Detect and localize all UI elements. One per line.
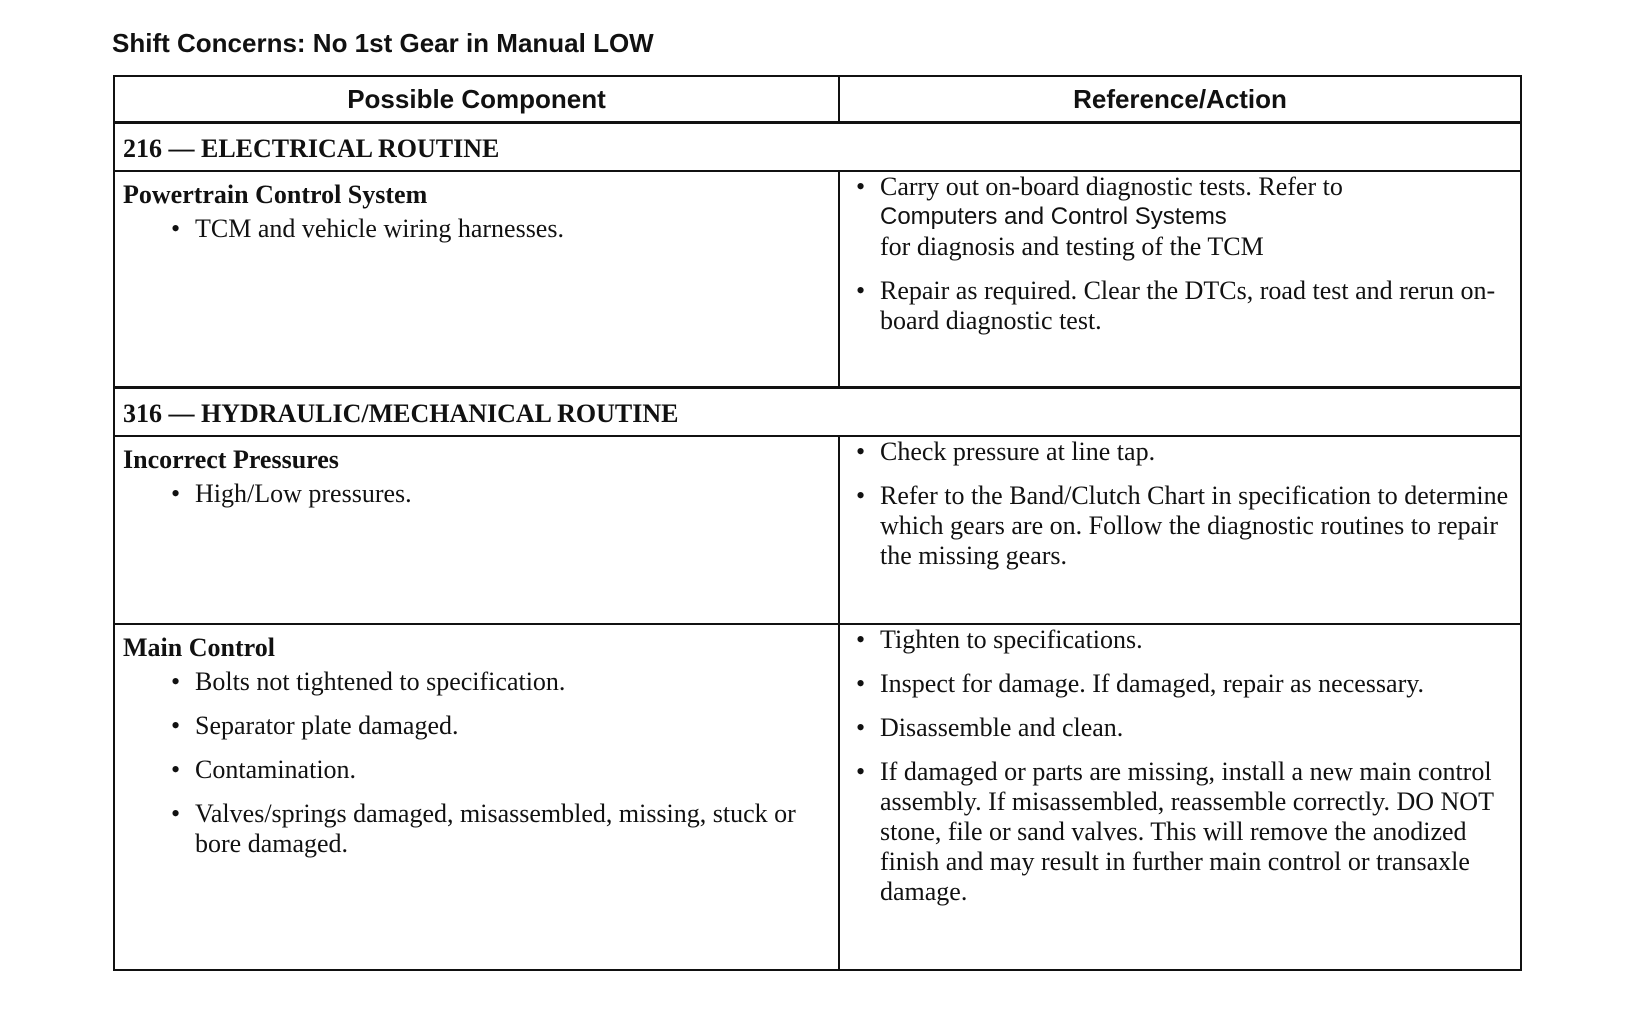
component-cell [114,624,839,970]
action-cell [839,436,1521,624]
component-item: • Valves/springs damaged, misassembled, missing, stuck or bore damaged. [115,799,838,859]
component-item: • TCM and vehicle wiring harnesses. [115,214,838,244]
component-item: • Bolts not tightened to specification. [115,667,838,697]
reference-link-computers-and-control-systems[interactable]: Computers and Control Systems [880,203,1227,230]
action-item: • Tighten to specifications. [840,625,1520,655]
header-reference-action: Reference/Action [839,76,1521,123]
action-item: • Refer to the Band/Clutch Chart in specification to determine which gears are on. Follow the diagnostic routines to repair the missing gears. [840,481,1520,571]
action-text: Carry out on-board diagnostic tests. Refer to [880,172,1343,201]
section-title-hydraulic-mechanical: 316 — HYDRAULIC/MECHANICAL ROUTINE [114,387,1521,436]
component-cell [114,171,839,387]
action-item: • Repair as required. Clear the DTCs, road test and rerun on-board diagnostic test. [840,276,1520,336]
table-row [114,171,1521,387]
component-item: • Separator plate damaged. [115,711,838,741]
page-title: Shift Concerns: No 1st Gear in Manual LOW [112,28,654,58]
component-cell [114,436,839,624]
action-item: • If damaged or parts are missing, install a new main control assembly. If misassembled, reassemble correctly. DO NOT stone, file or sand valves. This will remove the anodized finish and may result in further main control or transaxle damage. [840,757,1520,907]
category-incorrect-pressures: Incorrect Pressures [123,444,339,474]
action-item [840,172,1520,262]
table-row [114,436,1521,624]
header-row [114,76,1521,123]
category-main-control: Main Control [123,632,275,662]
section-row [114,123,1521,172]
component-item: • Contamination. [115,755,838,785]
section-title-electrical: 216 — ELECTRICAL ROUTINE [114,123,1521,172]
action-cell [839,171,1521,387]
action-item: • Disassemble and clean. [840,713,1520,743]
action-cell [839,624,1521,970]
component-item: • High/Low pressures. [115,479,838,509]
action-item: • Inspect for damage. If damaged, repair as necessary. [840,669,1520,699]
action-item: • Check pressure at line tap. [840,437,1520,467]
section-row [114,387,1521,436]
diagnostic-table [113,75,1522,971]
table-row [114,624,1521,970]
action-text: for diagnosis and testing of the TCM [880,232,1264,261]
header-possible-component: Possible Component [114,76,839,123]
category-powertrain-control-system: Powertrain Control System [123,180,428,209]
